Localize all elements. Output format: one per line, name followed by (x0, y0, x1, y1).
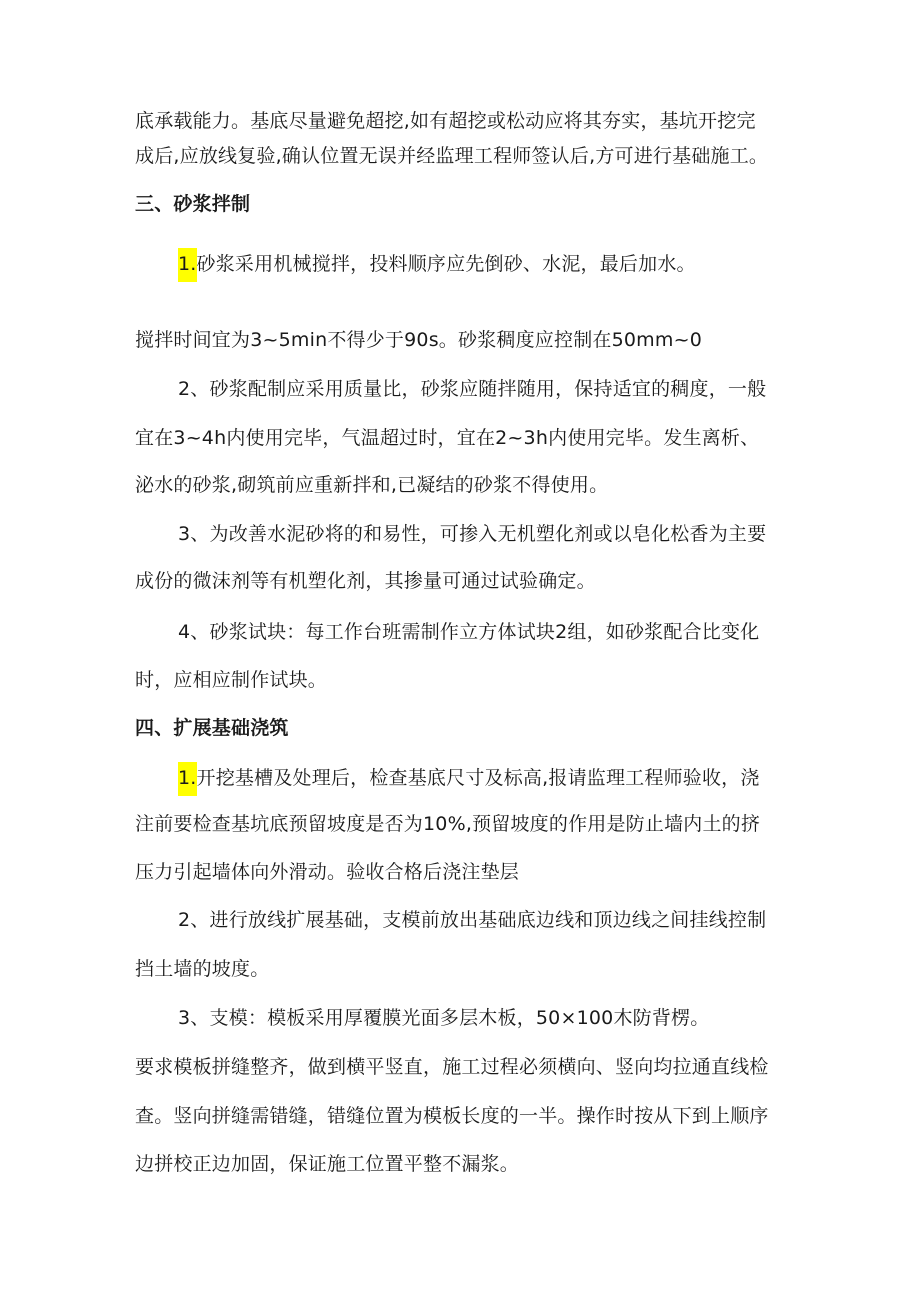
paragraph-line: 要求模板拼缝整齐，做到横平竖直，施工过程必须横向、竖向均拉通直线检 (135, 1056, 769, 1078)
paragraph-line: 挡土墙的坡度。 (135, 958, 270, 980)
list-item-3-3: 3、为改善水泥砂将的和易性，可掺入无机塑化剂或以皂化松香为主要 (178, 523, 767, 545)
highlighted-number: 1. (178, 762, 197, 796)
list-item-4-1 (178, 762, 760, 796)
paragraph-line: 泌水的砂浆,砌筑前应重新拌和,已凝结的砂浆不得使用。 (135, 474, 609, 496)
paragraph-line: 压力引起墙体向外滑动。验收合格后浇注垫层 (135, 861, 520, 883)
list-item-text: 砂浆采用机械搅拌，投料顺序应先倒砂、水泥，最后加水。 (196, 253, 696, 275)
paragraph-line: 边拼校正边加固，保证施工位置平整不漏浆。 (135, 1153, 520, 1175)
highlighted-number: 1. (178, 248, 197, 282)
list-item-3-1 (178, 248, 696, 282)
paragraph-line: 注前要检查基坑底预留坡度是否为10%,预留坡度的作用是防止墙内土的挤 (135, 813, 761, 835)
paragraph-line: 成份的微沫剂等有机塑化剂，其掺量可通过试验确定。 (135, 570, 596, 592)
section-heading-4: 四、扩展基础浇筑 (135, 717, 289, 739)
paragraph-line: 查。竖向拼缝需错缝，错缝位置为模板长度的一半。操作时按从下到上顺序 (135, 1105, 769, 1127)
paragraph-line: 时，应相应制作试块。 (135, 669, 328, 691)
paragraph-line: 宜在3~4h内使用完毕，气温超过时，宜在2~3h内使用完毕。发生离析、 (135, 427, 760, 449)
section-heading-3: 三、砂浆拌制 (135, 193, 251, 215)
paragraph-line: 搅拌时间宜为3~5min不得少于90s。砂浆稠度应控制在50mm~0 (135, 329, 703, 351)
list-item-3-2: 2、砂浆配制应采用质量比，砂浆应随拌随用，保持适宜的稠度，一般 (178, 378, 767, 400)
paragraph-line: 成后,应放线复验,确认位置无误并经监理工程师签认后,方可进行基础施工。 (135, 145, 769, 167)
list-item-text: 开挖基槽及处理后，检查基底尺寸及标高,报请监理工程师验收，浇 (196, 767, 760, 789)
paragraph-line: 底承载能力。基底尽量避免超挖,如有超挖或松动应将其夯实，基坑开挖完 (135, 110, 756, 132)
list-item-3-4: 4、砂浆试块：每工作台班需制作立方体试块2组，如砂浆配合比变化 (178, 621, 760, 643)
list-item-4-3: 3、支模：模板采用厚覆膜光面多层木板，50×100木防背楞。 (178, 1007, 710, 1029)
list-item-4-2: 2、进行放线扩展基础，支模前放出基础底边线和顶边线之间挂线控制 (178, 909, 767, 931)
